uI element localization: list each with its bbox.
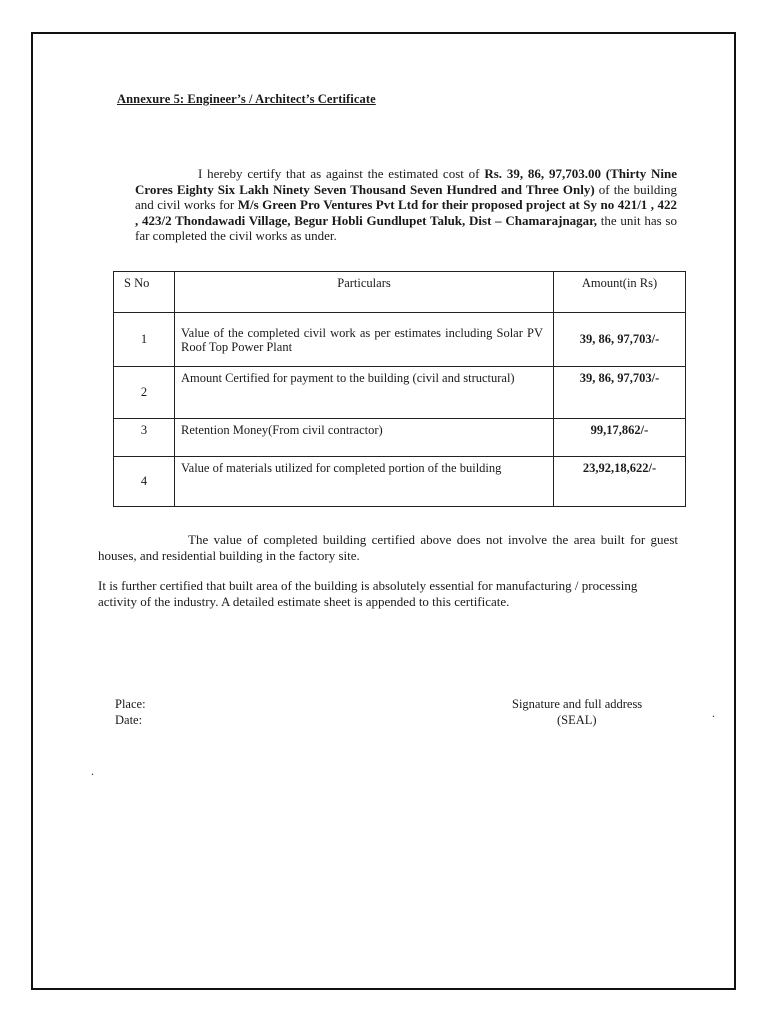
signature-label: Signature and full address [512,697,643,711]
row-sno: 1 [114,313,175,367]
intro-text-2: of the building and civil works for [135,181,678,213]
row-particulars: Retention Money(From civil contractor) [175,419,554,457]
header-amount: Amount(in Rs) [554,272,686,313]
intro-estimated-cost: Rs. 39, 86, 97,703.00 (Thirty Nine Crores Eighty Six Lakh Ninety Seven Thousand Seven Hundred and Three Only) [135,166,678,197]
date-label: Date: [115,713,143,727]
row-sno: 4 [114,457,175,507]
certification-paragraph-1 [98,532,678,563]
row-amount: 39, 86, 97,703/- [554,367,686,419]
row-particulars: Value of materials utilized for completed portion of the building [175,457,554,507]
certification-paragraph-2: It is further certified that built area of the building is absolutely essential for manufacturing / processing activity of the industry. A detailed estimate sheet is appended to this certificate. [98,578,638,609]
table-header-row [114,272,686,313]
certificate-table [113,271,686,507]
header-particulars: Particulars [175,272,554,313]
row-particulars: Value of the completed civil work as per estimates including Solar PV Roof Top Power Plant [175,313,554,367]
table-row [114,457,686,507]
row-sno: 3 [114,419,175,457]
row-amount: 39, 86, 97,703/- [554,313,686,367]
row-particulars: Amount Certified for payment to the building (civil and structural) [175,367,554,419]
row-amount: 23,92,18,622/- [554,457,686,507]
stray-dot-mark: . [91,764,94,778]
intro-company-project: M/s Green Pro Ventures Pvt Ltd for their proposed project at Sy no 421/1 , 422 , 423/2 Thondawadi Village, Begur Hobli Gundlupet Taluk, Dist – Chamarajnagar, [135,197,677,228]
seal-label: (SEAL) [557,713,597,727]
intro-paragraph [135,166,677,244]
table-row [114,313,686,367]
header-sno: S No [114,272,175,313]
para1-text: The value of completed building certified above does not involve the area built for guest houses, and residential building in the factory site. [98,532,678,563]
row-amount: 99,17,862/- [554,419,686,457]
place-label: Place: [115,697,146,711]
table-row [114,367,686,419]
table-row [114,419,686,457]
page-title: Annexure 5: Engineer’s / Architect’s Certificate [117,92,376,106]
row-sno: 2 [114,367,175,419]
intro-text-1: I hereby certify that as against the estimated cost of [198,166,485,181]
stray-dot-mark: . [712,706,715,720]
intro-text-3: the unit has so far completed the civil works as under. [135,212,677,244]
